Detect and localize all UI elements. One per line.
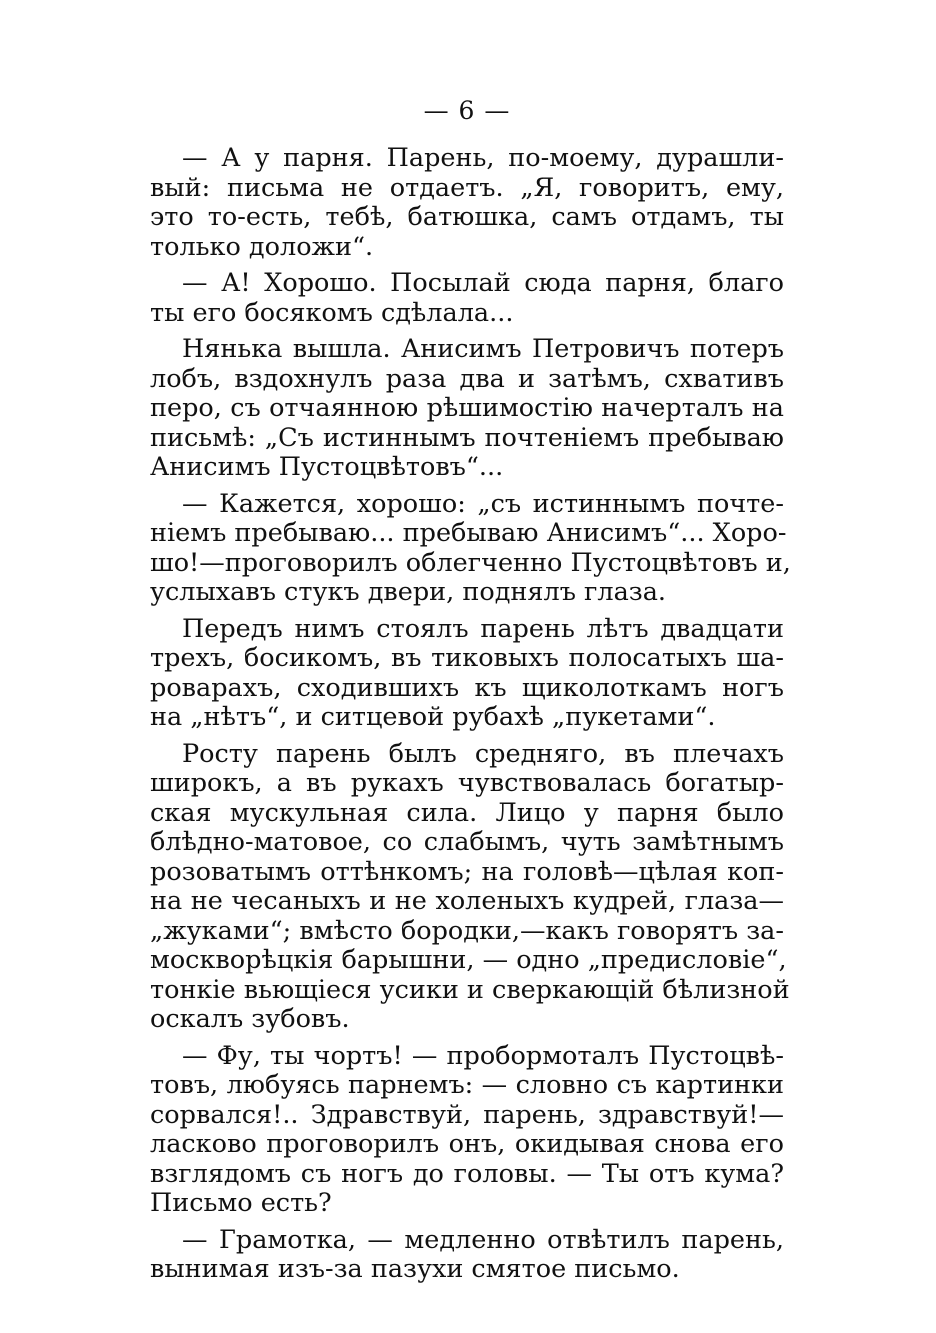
text-line: вынимая изъ-за пазухи смятое письмо. [150, 1254, 680, 1284]
page-text [150, 143, 791, 1285]
text-line: взглядомъ съ ногъ до головы. — Ты отъ кума? [150, 1158, 784, 1189]
paragraph-8 [150, 1226, 784, 1285]
text-line: сорвался!.. Здравствуй, парень, здравствуй!— [150, 1099, 784, 1130]
text-line: — Фу, ты чортъ! — пробормоталъ Пустоцвѣ- [182, 1040, 784, 1071]
paragraph-6 [150, 738, 790, 1035]
text-line: Анисимъ Пустоцвѣтовъ“... [150, 452, 504, 482]
text-line: перо, съ отчаянною рѣшимостію начерталъ на [150, 393, 784, 423]
text-line: услыхавъ стукъ двери, поднялъ глаза. [150, 577, 667, 607]
text-line: товъ, любуясь парнемъ: — словно съ картинки [150, 1070, 784, 1100]
text-line: — Кажется, хорошо: „съ истиннымъ почте- [182, 488, 784, 519]
text-line: оскалъ зубовъ. [150, 1004, 350, 1034]
text-line: Письмо есть? [150, 1188, 332, 1218]
paragraph-5 [150, 615, 784, 733]
text-line: на не чесаныхъ и не холеныхъ кудрей, глаза— [150, 886, 784, 916]
text-line: лобъ, вздохнулъ раза два и затѣмъ, схвативъ [150, 363, 784, 394]
text-line: Росту парень былъ средняго, въ плечахъ [182, 738, 784, 769]
text-line: ты его босякомъ сдѣлала... [150, 297, 514, 328]
paragraph-1 [150, 144, 784, 262]
text-line: это то-есть, тебѣ, батюшка, самъ отдамъ, ты [150, 202, 784, 232]
text-line: роварахъ, сходившихъ къ щиколоткамъ ногъ [150, 672, 784, 703]
paragraph-2 [150, 269, 784, 328]
text-line: шо!—проговорилъ облегченно Пустоцвѣтовъ и, [150, 547, 791, 578]
text-line: — Грамотка, — медленно отвѣтилъ парень, [182, 1224, 784, 1255]
text-line: тонкіе вьющіеся усики и сверкающій бѣлизной [150, 974, 790, 1005]
text-line: Нянька вышла. Анисимъ Петровичъ потеръ [182, 334, 784, 364]
text-line: москворѣцкія барышни, — одно „предисловіе“, [150, 945, 787, 975]
text-line: „жуками“; вмѣсто бородки,—какъ говорятъ за- [150, 915, 784, 946]
paragraph-4 [150, 488, 791, 608]
text-line: только доложи“. [150, 231, 374, 262]
page-number: — 6 — [423, 96, 511, 125]
text-line: на „нѣтъ“, и ситцевой рубахѣ „пукетами“. [150, 702, 716, 732]
text-line: розоватымъ оттѣнкомъ; на головѣ—цѣлая коп- [150, 856, 784, 887]
text-line: ніемъ пребываю... пребываю Анисимъ“... Хоро- [150, 518, 787, 548]
text-line: блѣдно-матовое, со слабымъ, чуть замѣтнымъ [150, 827, 784, 857]
text-line: трехъ, босикомъ, въ тиковыхъ полосатыхъ ша- [150, 643, 784, 673]
text-line: письмѣ: „Съ истиннымъ почтеніемъ пребываю [150, 422, 784, 453]
text-line: широкъ, а въ рукахъ чувствовалась богатыр- [150, 768, 784, 798]
paragraph-3 [150, 335, 784, 483]
text-line: — А у парня. Парень, по-моему, дурашли- [182, 143, 784, 173]
text-line: — А! Хорошо. Посылай сюда парня, благо [182, 268, 784, 298]
book-page [150, 96, 791, 1292]
text-line: ласково проговорилъ онъ, окидывая снова его [150, 1129, 784, 1159]
text-line: вый: письма не отдаетъ. „Я, говоритъ, ему, [150, 172, 784, 203]
paragraph-7 [150, 1042, 784, 1219]
text-line: ская мускульная сила. Лицо у парня было [150, 797, 784, 828]
text-line: Передъ нимъ стоялъ парень лѣтъ двадцати [182, 613, 784, 644]
